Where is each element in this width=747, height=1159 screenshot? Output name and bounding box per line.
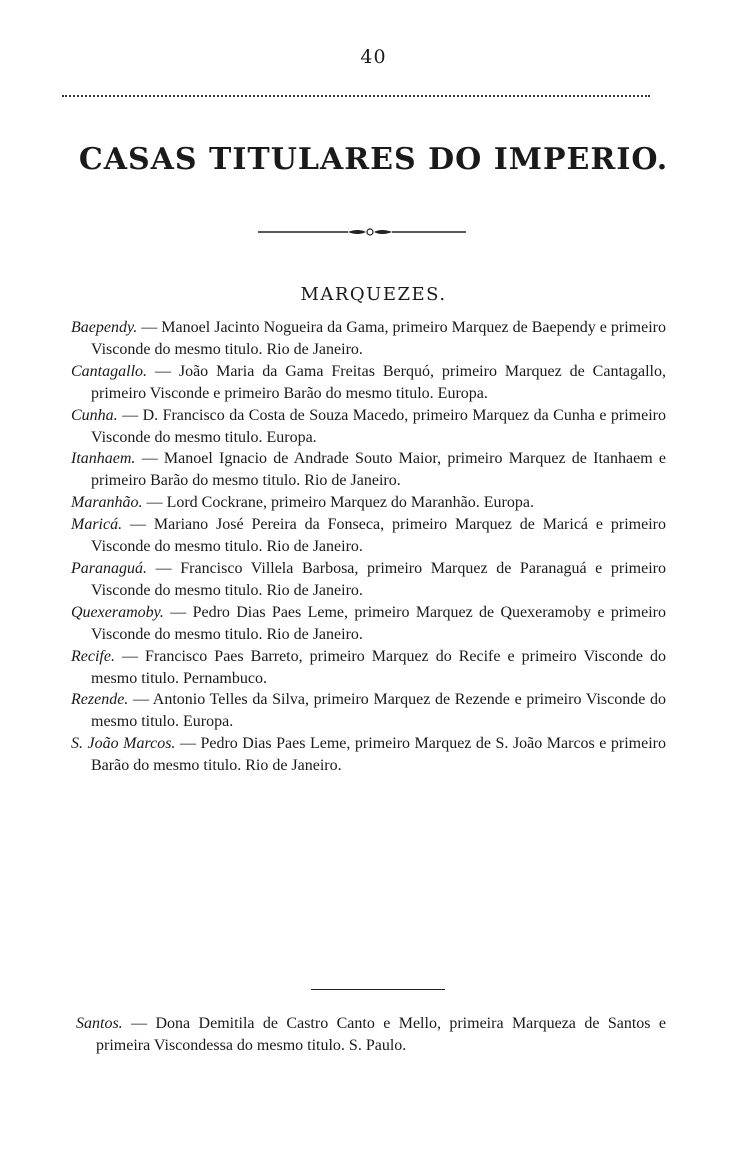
entry-text: — Lord Cockrane, primeiro Marquez do Maranhão. Europa. [146,494,534,512]
list-item [71,602,666,646]
entry-text: — Francisco Villela Barbosa, primeiro Marquez de Paranaguá e primeiro Visconde do mesmo titulo. Rio de Janeiro. [91,559,666,599]
entry-title: Maranhão. [71,494,143,512]
list-item [71,317,666,361]
entry-title: Itanhaem. [71,450,136,468]
entry-text: — João Maria da Gama Freitas Berquó, primeiro Marquez de Cantagallo, primeiro Visconde e primeiro Barão do mesmo titulo. Europa. [91,362,666,402]
entry-title: Santos. [76,1015,123,1032]
entry-text: — Pedro Dias Paes Leme, primeiro Marquez de Quexeramoby e primeiro Visconde do mesmo titulo. Rio de Janeiro. [91,603,667,643]
list-item [71,646,666,690]
entry-title: Quexeramoby. [71,603,164,621]
list-item [71,733,666,777]
entry-title: Rezende. [71,691,129,709]
entry-title: Recife. [71,647,115,665]
entry-title: Cantagallo. [71,362,148,380]
list-item [71,558,666,602]
entry-title: Paranaguá. [71,559,147,577]
entry-text: — Manoel Jacinto Nogueira da Gama, primeiro Marquez de Baependy e primeiro Visconde do mesmo titulo. Rio de Janeiro. [91,319,666,358]
entry-title: S. João Marcos. [71,735,176,753]
entry-text: — Mariano José Pereira da Fonseca, primeiro Marquez de Maricá e primeiro Visconde do mesmo titulo. Rio de Janeiro. [91,516,667,556]
list-item [71,361,666,405]
list-item [71,492,666,514]
list-item [71,689,666,733]
entry-text: — Manoel Ignacio de Andrade Souto Maior, primeiro Marquez de Itanhaem e primeiro Barão do mesmo titulo. Rio de Janeiro. [91,450,667,490]
top-dotted-rule [62,95,650,97]
entry-title: Cunha. [71,406,118,424]
entry-text: — Dona Demitila de Castro Canto e Mello, primeira Marqueza de Santos e primeira Viscondessa do mesmo titulo. S. Paulo. [96,1015,666,1054]
ornament-divider [258,226,466,238]
list-item [71,448,666,492]
entries-list [71,317,666,777]
list-item [71,405,666,449]
list-item [71,514,666,558]
entry-text: — Francisco Paes Barreto, primeiro Marquez do Recife e primeiro Visconde do mesmo titulo. Pernambuco. [91,647,667,687]
entry-title: Maricá. [71,516,123,534]
entry-text: — Pedro Dias Paes Leme, primeiro Marquez de S. João Marcos e primeiro Barão do mesmo titulo. Rio de Janeiro. [91,735,666,775]
entry-title: Baependy. [71,319,138,336]
divider-rule [311,989,445,990]
entry-text: — D. Francisco da Costa de Souza Macedo, primeiro Marquez da Cunha e primeiro Visconde do mesmo titulo. Europa. [91,406,667,446]
page-title: CASAS TITULARES DO IMPERIO. [78,142,669,177]
section-heading: MARQUEZES. [300,284,447,305]
entry-text: — Antonio Telles da Silva, primeiro Marquez de Rezende e primeiro Visconde do mesmo titulo. Europa. [91,691,666,731]
page-number: 40 [360,46,387,68]
list-item [76,1013,666,1057]
postscript-entry [76,1013,666,1057]
